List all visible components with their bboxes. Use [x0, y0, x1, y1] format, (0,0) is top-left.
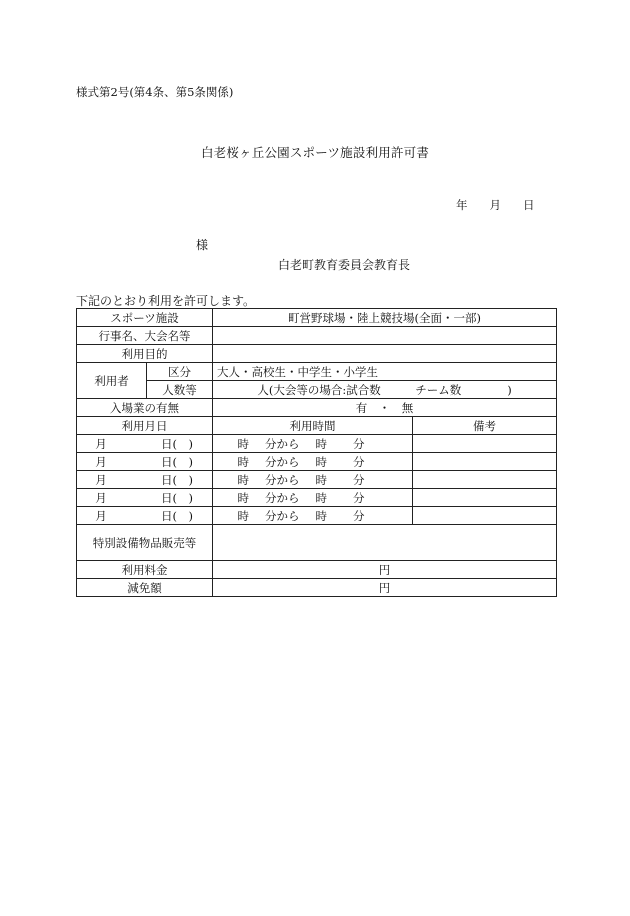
reduction-row — [77, 579, 557, 597]
category-label: 区分 — [147, 363, 213, 381]
permit-table — [76, 308, 557, 597]
schedule-row — [77, 507, 557, 525]
fee-row — [77, 561, 557, 579]
schedule-date: 月 日( ) — [77, 507, 213, 525]
remarks-header: 備考 — [413, 417, 557, 435]
event-row — [77, 327, 557, 345]
form-number: 様式第2号(第4条、第5条関係) — [76, 85, 234, 99]
user-label: 利用者 — [77, 363, 147, 399]
intro-text: 下記のとおり利用を許可します。 — [76, 294, 256, 308]
category-value: 大人・高校生・中学生・小学生 — [213, 363, 557, 381]
schedule-remarks — [413, 435, 557, 453]
reduction-label: 減免額 — [77, 579, 213, 597]
schedule-date: 月 日( ) — [77, 489, 213, 507]
schedule-date: 月 日( ) — [77, 471, 213, 489]
issue-date — [456, 197, 535, 213]
fee-value: 円 — [213, 561, 557, 579]
event-label: 行事名、大会名等 — [77, 327, 213, 345]
schedule-date: 月 日( ) — [77, 453, 213, 471]
schedule-row — [77, 471, 557, 489]
schedule-header-row — [77, 417, 557, 435]
schedule-row — [77, 489, 557, 507]
date-year-label: 年 — [456, 198, 468, 212]
sales-row — [77, 525, 557, 561]
schedule-remarks — [413, 507, 557, 525]
schedule-time: 時 分から 時 分 — [213, 489, 413, 507]
user-category-row — [77, 363, 557, 381]
reduction-value: 円 — [213, 579, 557, 597]
document-title: 白老桜ヶ丘公園スポーツ施設利用許可書 — [200, 145, 430, 160]
purpose-row — [77, 345, 557, 363]
user-count-row — [77, 381, 557, 399]
schedule-time: 時 分から 時 分 — [213, 507, 413, 525]
schedule-time: 時 分から 時 分 — [213, 471, 413, 489]
schedule-row — [77, 435, 557, 453]
schedule-remarks — [413, 489, 557, 507]
admission-row — [77, 399, 557, 417]
date-month-label: 月 — [489, 198, 501, 212]
facility-row — [77, 309, 557, 327]
fee-label: 利用料金 — [77, 561, 213, 579]
schedule-time: 時 分から 時 分 — [213, 453, 413, 471]
admission-value: 有 ・ 無 — [213, 399, 557, 417]
time-header: 利用時間 — [213, 417, 413, 435]
issuer-name: 白老町教育委員会教育長 — [278, 258, 411, 272]
count-value: 人(大会等の場合:試合数 チーム数 ) — [213, 381, 557, 399]
admission-label: 入場業の有無 — [77, 399, 213, 417]
count-label: 人数等 — [147, 381, 213, 399]
schedule-date: 月 日( ) — [77, 435, 213, 453]
schedule-time: 時 分から 時 分 — [213, 435, 413, 453]
date-day-label: 日 — [523, 198, 535, 212]
sales-label: 特別設備物品販売等 — [77, 525, 213, 561]
facility-label: スポーツ施設 — [77, 309, 213, 327]
event-value — [213, 327, 557, 345]
sales-value — [213, 525, 557, 561]
schedule-remarks — [413, 453, 557, 471]
schedule-row — [77, 453, 557, 471]
purpose-label: 利用目的 — [77, 345, 213, 363]
facility-value: 町営野球場・陸上競技場(全面・一部) — [213, 309, 557, 327]
schedule-remarks — [413, 471, 557, 489]
purpose-value — [213, 345, 557, 363]
date-header: 利用月日 — [77, 417, 213, 435]
addressee-suffix: 様 — [196, 238, 209, 252]
